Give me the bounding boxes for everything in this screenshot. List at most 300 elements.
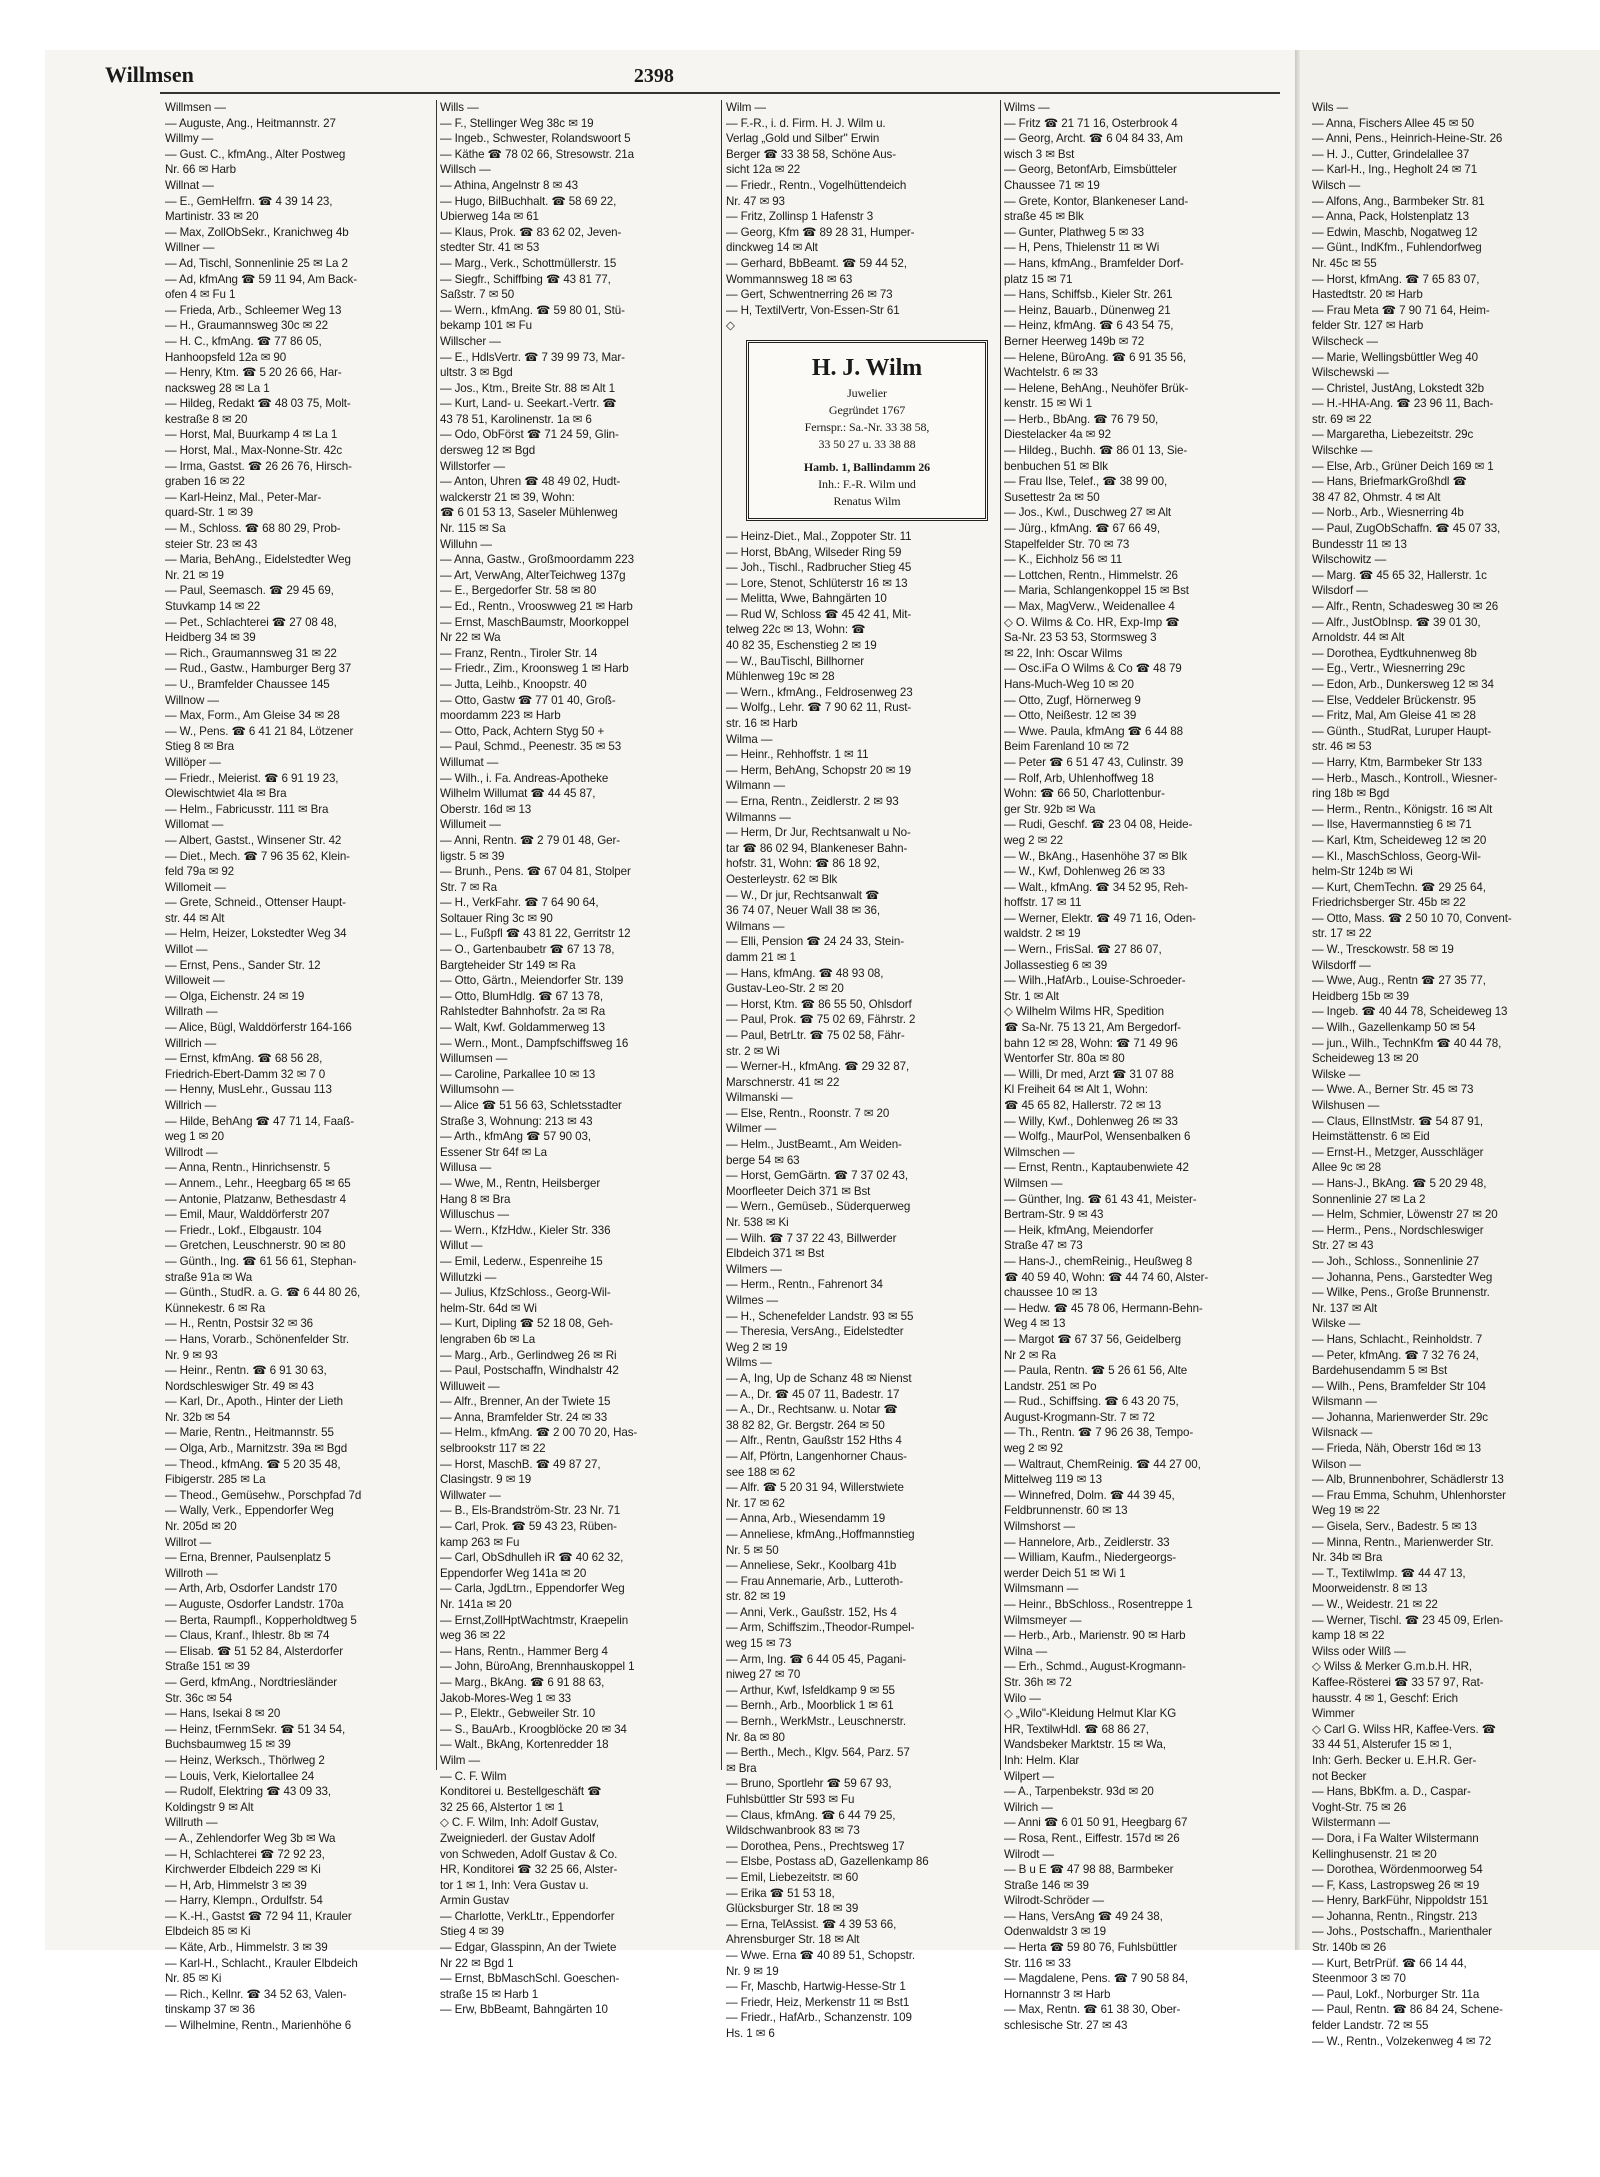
directory-entry: — Anna, Gastw., Großmoordamm 223 <box>440 553 634 567</box>
surname-heading: Wilrich — <box>1004 1800 1053 1814</box>
directory-entry: Str. 116 ✉ 33 <box>1004 1956 1071 1970</box>
directory-entry: Friedrichsberger Str. 45b ✉ 22 <box>1312 896 1466 910</box>
directory-entry: — Käthe ☎ 78 02 66, Stresowstr. 21a <box>440 147 634 161</box>
directory-entry: — Wilh., i. Fa. Andreas-Apotheke <box>440 771 609 785</box>
directory-entry: 43 78 51, Karolinenstr. 1a ✉ 6 <box>440 412 592 426</box>
directory-entry: Wilhelm Willumat ☎ 44 45 87, <box>440 787 596 801</box>
surname-heading: Wilma — <box>726 732 773 746</box>
directory-entry: — Jos., Kwl., Duschweg 27 ✉ Alt <box>1004 506 1172 520</box>
directory-entry: — H., Graumannsweg 30c ✉ 22 <box>165 319 328 333</box>
directory-entry: moordamm 223 ✉ Harb <box>440 709 561 723</box>
directory-entry: — H., Schenefelder Landstr. 93 ✉ 55 <box>726 1309 914 1323</box>
directory-entry: tinskamp 37 ✉ 36 <box>165 2003 255 2017</box>
directory-entry: Jakob-Mores-Weg 1 ✉ 33 <box>440 1691 572 1705</box>
directory-entry: — Otto, Gärtn., Meiendorfer Str. 139 <box>440 974 624 988</box>
directory-entry: — Carl, Prok. ☎ 59 43 23, Rüben- <box>440 1520 617 1534</box>
directory-entry: Clasingstr. 9 ✉ 19 <box>440 1473 532 1487</box>
surname-heading: Wilsch — <box>1312 178 1361 192</box>
directory-entry: — O., Gartenbaubetr ☎ 67 13 78, <box>440 943 615 957</box>
directory-entry: — Wilh.,HafArb., Louise-Schroeder- <box>1004 974 1186 988</box>
directory-entry: — W., Rentn., Volzekenweg 4 ✉ 72 <box>1312 2034 1492 2048</box>
directory-entry: — Alice, Bügl, Walddörferstr 164-166 <box>165 1021 352 1035</box>
directory-entry: — Else, Rentn., Roonstr. 7 ✉ 20 <box>726 1106 890 1120</box>
directory-entry: — Karl-Heinz, Mal., Peter-Mar- <box>165 490 322 504</box>
column-divider <box>436 100 437 1770</box>
directory-entry: niweg 27 ✉ 70 <box>726 1668 801 1682</box>
directory-entry: — Paul, BetrLtr. ☎ 75 02 58, Fähr- <box>726 1028 905 1042</box>
directory-entry: — T., TextilwImp. ☎ 44 47 13, <box>1312 1566 1466 1580</box>
directory-entry: — Ernst-H., Metzger, Ausschläger <box>1312 1145 1484 1159</box>
directory-entry: — Johanna, Pens., Garstedter Weg <box>1312 1270 1493 1284</box>
directory-entry: Mittelweg 119 ✉ 13 <box>1004 1473 1102 1487</box>
directory-entry: nacksweg 28 ✉ La 1 <box>165 381 270 395</box>
directory-column-2 <box>440 100 715 2017</box>
directory-entry: Essener Str 64f ✉ La <box>440 1145 547 1159</box>
directory-column-5-next-page <box>1312 100 1580 2048</box>
directory-entry: dinckweg 14 ✉ Alt <box>726 241 818 255</box>
directory-entry: hofstr. 31, Wohn: ☎ 86 18 92, <box>726 857 880 871</box>
directory-column-1 <box>165 100 430 2033</box>
surname-heading: Willnow — <box>165 693 219 707</box>
directory-entry: — Herb., Masch., Kontroll., Wiesner- <box>1312 771 1498 785</box>
directory-entry: — Herm., Rentn., Königstr. 16 ✉ Alt <box>1312 802 1493 816</box>
directory-entry: str. 82 ✉ 19 <box>726 1590 786 1604</box>
directory-entry: Wildschwanbrook 83 ✉ 73 <box>726 1824 860 1838</box>
directory-entry: — H, Schlachterei ☎ 72 92 23, <box>165 1847 325 1861</box>
directory-entry: — Rud., Schiffsing. ☎ 6 43 20 75, <box>1004 1395 1179 1409</box>
directory-entry: — Claus, kfmAng. ☎ 6 44 79 25, <box>726 1808 896 1822</box>
directory-entry: — Paul, Seemasch. ☎ 29 45 69, <box>165 584 334 598</box>
directory-entry: — Marie, Rentn., Heitmannstr. 55 <box>165 1426 334 1440</box>
directory-entry: von Schweden, Adolf Gustav & Co. <box>440 1847 618 1861</box>
directory-entry: — Johanna, Marienwerder Str. 29c <box>1312 1410 1488 1424</box>
directory-entry: — Wilh., Pens, Bramfelder Str 104 <box>1312 1379 1486 1393</box>
directory-entry: — Olga, Eichenstr. 24 ✉ 19 <box>165 989 305 1003</box>
directory-entry: August-Krogmann-Str. 7 ✉ 72 <box>1004 1410 1155 1424</box>
directory-entry: Wentorfer Str. 80a ✉ 80 <box>1004 1052 1125 1066</box>
directory-entry: — Frau Meta ☎ 7 90 71 64, Heim- <box>1312 303 1490 317</box>
surname-heading: Wilna — <box>1004 1644 1048 1658</box>
directory-entry: — Fritz ☎ 21 71 16, Osterbrook 4 <box>1004 116 1178 130</box>
directory-entry: str. 16 ✉ Harb <box>726 717 798 731</box>
directory-entry: — Friedr, Heiz, Merkenstr 11 ✉ Bst1 <box>726 1995 910 2009</box>
directory-entry: Fibigerstr. 285 ✉ La <box>165 1473 266 1487</box>
directory-entry: weg 2 ✉ 22 <box>1004 833 1063 847</box>
directory-entry: Oesterleystr. 62 ✉ Blk <box>726 872 838 886</box>
directory-entry: — Berta, Raumpfl., Kopperholdtweg 5 <box>165 1613 357 1627</box>
directory-entry: — Carla, JgdLtrn., Eppendorfer Weg <box>440 1582 625 1596</box>
surname-heading: Willner — <box>165 241 215 255</box>
surname-heading: Willot — <box>165 943 208 957</box>
directory-entry: Str. 36h ✉ 72 <box>1004 1675 1072 1689</box>
directory-entry: ◇ Wilss & Merker G.m.b.H. HR, <box>1312 1660 1472 1674</box>
directory-entry: — Friedr., HafArb., Schanzenstr. 109 <box>726 2011 912 2025</box>
directory-entry: — Willy, Kwf., Dohlenweg 26 ✉ 33 <box>1004 1114 1178 1128</box>
directory-entry: — Theod., kfmAng. ☎ 5 20 35 48, <box>165 1457 341 1471</box>
surname-heading: Wilss oder Wilß — <box>1312 1644 1406 1658</box>
directory-entry: — Emil, Liebezeitstr. ✉ 60 <box>726 1870 859 1884</box>
directory-entry: — Anneliese, kfmAng.,Hoffmannstieg <box>726 1527 915 1541</box>
directory-entry: — Herb., BbAng. ☎ 76 79 50, <box>1004 412 1159 426</box>
directory-entry: — A., Dr. ☎ 45 07 11, Badestr. 17 <box>726 1387 900 1401</box>
directory-entry: Feldbrunnenstr. 60 ✉ 13 <box>1004 1504 1128 1518</box>
directory-entry: HR, TextilwHdl. ☎ 68 86 27, <box>1004 1722 1149 1736</box>
directory-entry: — U., Bramfelder Chaussee 145 <box>165 677 330 691</box>
directory-entry: Heidberg 34 ✉ 39 <box>165 631 256 645</box>
directory-entry: — Georg, Kfm ☎ 89 28 31, Humper- <box>726 225 915 239</box>
directory-entry: kamp 263 ✉ Fu <box>440 1535 520 1549</box>
directory-entry: — Heinr., BbSchloss., Rosentreppe 1 <box>1004 1598 1193 1611</box>
directory-entry: — Margot ☎ 67 37 56, Geidelberg <box>1004 1332 1181 1346</box>
directory-entry: — Herm., Rentn., Fahrenort 34 <box>726 1278 883 1292</box>
directory-entry: ☎ 6 01 53 13, Saseler Mühlenweg <box>440 506 618 520</box>
directory-entry: — Melitta, Wwe, Bahngärten 10 <box>726 592 887 606</box>
directory-entry: Kirchwerder Elbdeich 229 ✉ Ki <box>165 1863 321 1877</box>
directory-entry: — Horst, GemGärtn. ☎ 7 37 02 43, <box>726 1169 909 1183</box>
directory-entry: Nr. 9 ✉ 19 <box>726 1964 779 1978</box>
surname-heading: Willumeit — <box>440 818 501 832</box>
directory-entry: Str. 27 ✉ 43 <box>1312 1239 1374 1253</box>
directory-entry: — Herm., Pens., Nordschleswiger <box>1312 1223 1484 1237</box>
directory-entry: kenstr. 15 ✉ Wi 1 <box>1004 397 1092 411</box>
directory-entry: str. 44 ✉ Alt <box>165 911 225 925</box>
surname-heading: Wilscheck — <box>1312 334 1378 348</box>
directory-entry: ◇ O. Wilms & Co. HR, Exp-Imp ☎ <box>1004 615 1180 629</box>
directory-entry: Moorfleeter Deich 371 ✉ Bst <box>726 1184 871 1198</box>
directory-entry: Oberstr. 16d ✉ 13 <box>440 802 532 816</box>
directory-entry: — Marie, Wellingsbüttler Weg 40 <box>1312 350 1478 364</box>
directory-entry: Hang 8 ✉ Bra <box>440 1192 511 1206</box>
surname-heading: Willmy — <box>165 132 214 146</box>
surname-heading: Willscher — <box>440 334 501 348</box>
directory-entry: — Max, ZollObSekr., Kranichweg 4b <box>165 225 349 239</box>
directory-entry: — Ernst, Pens., Sander Str. 12 <box>165 958 321 972</box>
directory-entry: — Diet., Mech. ☎ 7 96 35 62, Klein- <box>165 849 350 863</box>
directory-entry: ultstr. 3 ✉ Bgd <box>440 366 513 380</box>
directory-entry: ◇ Wilhelm Wilms HR, Spedition <box>1004 1005 1164 1019</box>
surname-heading: Wilmans — <box>726 919 785 933</box>
directory-entry: — Hans, BriefmarkGroßhdl ☎ <box>1312 475 1467 489</box>
directory-entry: — Wern., Mont., Dampfschiffsweg 16 <box>440 1036 629 1050</box>
directory-entry: — Ernst,ZollHptWachtmstr, Kraepelin <box>440 1613 629 1627</box>
directory-entry: str. 17 ✉ 22 <box>1312 927 1372 941</box>
directory-entry: — Alfr., JustObInsp. ☎ 39 01 30, <box>1312 615 1481 629</box>
directory-entry: — Helm, Heizer, Lokstedter Weg 34 <box>165 927 347 941</box>
directory-entry: Berger ☎ 33 38 58, Schöne Aus- <box>726 147 896 161</box>
directory-entry: — Ernst, MaschBaumstr, Moorkoppel <box>440 615 629 629</box>
directory-entry: — W., BauTischl, Billhorner <box>726 654 864 668</box>
directory-entry: — Hildeg., Buchh. ☎ 86 01 13, Sie- <box>1004 444 1188 458</box>
directory-entry: Hans-Much-Weg 10 ✉ 20 <box>1004 677 1134 691</box>
directory-entry: — Wilh. ☎ 7 37 22 43, Billwerder <box>726 1231 897 1245</box>
directory-entry: — Elli, Pension ☎ 24 24 33, Stein- <box>726 935 904 949</box>
surname-heading: Willrath — <box>165 1005 218 1019</box>
directory-entry: — Gerd, kfmAng., Nordtriesländer <box>165 1675 338 1689</box>
column-divider <box>721 100 722 1770</box>
directory-entry: — Wilhelmine, Rentn., Marienhöhe 6 <box>165 2019 352 2033</box>
surname-heading: Willoweit — <box>165 974 225 988</box>
directory-entry: — Gert, Schwentnerring 26 ✉ 73 <box>726 288 893 302</box>
directory-entry: — Helm., JustBeamt., Am Weiden- <box>726 1138 902 1152</box>
directory-entry: — Rich., Graumannsweg 31 ✉ 22 <box>165 646 337 660</box>
directory-entry: — Karl-H., Schlacht., Krauler Elbdeich <box>165 1956 358 1970</box>
surname-heading: Wilrodt-Schröder — <box>1004 1894 1104 1908</box>
surname-heading: Willumsen — <box>440 1052 508 1066</box>
directory-entry: weg 1 ✉ 20 <box>165 1130 224 1144</box>
directory-entry: — Anna, Arb., Wiesendamm 19 <box>726 1512 886 1526</box>
directory-entry: — Wolfg., MaurPol, Wensenbalken 6 <box>1004 1130 1191 1144</box>
directory-entry: Str. 1 ✉ Alt <box>1004 989 1059 1003</box>
directory-entry: — Walt, Kwf. Goldammerweg 13 <box>440 1021 605 1035</box>
surname-heading: Willrich — <box>165 1099 217 1112</box>
directory-entry: — Käte, Arb., Himmelstr. 3 ✉ 39 <box>165 1941 328 1955</box>
directory-entry: — Frau Ilse, Telef., ☎ 38 99 00, <box>1004 475 1168 489</box>
directory-entry: — Frau Emma, Schuhm, Uhlenhorster <box>1312 1488 1506 1502</box>
surname-heading: Willuweit — <box>440 1379 500 1393</box>
directory-entry: Fuhlsbüttler Str 593 ✉ Fu <box>726 1793 855 1806</box>
directory-entry: — Arth., kfmAng ☎ 57 90 03, <box>440 1130 591 1144</box>
directory-entry: Ahrensburger Str. 18 ✉ Alt <box>726 1933 860 1947</box>
directory-entry: — Johanna, Rentn., Ringstr. 213 <box>1312 1909 1478 1923</box>
directory-entry: Steenmoor 3 ✉ 70 <box>1312 1972 1406 1986</box>
directory-entry: — Walt., BkAng, Kortenredder 18 <box>440 1738 609 1752</box>
directory-entry: — Osc.iFa O Wilms & Co ☎ 48 79 <box>1004 662 1182 676</box>
directory-entry: — Maria, Schlangenkoppel 15 ✉ Bst <box>1004 584 1189 598</box>
directory-entry: Mühlenweg 19c ✉ 28 <box>726 670 835 684</box>
directory-entry: — L., Fußpfl ☎ 43 81 22, Gerritstr 12 <box>440 927 631 941</box>
directory-entry: — Kurt, Land- u. Seekart.-Vertr. ☎ <box>440 397 617 411</box>
directory-entry: — Werner-H., kfmAng. ☎ 29 32 87, <box>726 1060 910 1074</box>
directory-entry: — Wwe. Erna ☎ 40 89 51, Schopstr. <box>726 1948 915 1962</box>
directory-entry: Scheideweg 13 ✉ 20 <box>1312 1052 1419 1066</box>
directory-entry: — Heinz, kfmAng. ☎ 6 43 54 75, <box>1004 319 1174 333</box>
directory-entry: — Hans-J., BkAng. ☎ 5 20 29 48, <box>1312 1176 1487 1190</box>
column-3-top-entries <box>726 100 996 334</box>
directory-entry: — Anna, Rentn., Hinrichsenstr. 5 <box>165 1161 330 1175</box>
directory-entry: — Gisela, Serv., Badestr. 5 ✉ 13 <box>1312 1520 1477 1534</box>
directory-entry: ger Str. 92b ✉ Wa <box>1004 802 1096 816</box>
directory-entry: — Johs., Postschaffn., Marienthaler <box>1312 1925 1492 1939</box>
directory-entry: — Klaus, Prok. ☎ 83 62 02, Jeven- <box>440 225 622 239</box>
directory-entry: Wommannsweg 18 ✉ 63 <box>726 272 853 286</box>
directory-entry: Nr. 8a ✉ 80 <box>726 1730 785 1744</box>
directory-entry: — Max, Rentn. ☎ 61 38 30, Ober- <box>1004 2003 1181 2017</box>
directory-entry: Nr. 45c ✉ 55 <box>1312 256 1377 270</box>
directory-entry: Nr. 85 ✉ Ki <box>165 1972 222 1986</box>
directory-entry: — Otto, Zugf, Hörnerweg 9 <box>1004 693 1141 707</box>
directory-entry: ring 18b ✉ Bgd <box>1312 787 1390 801</box>
directory-entry: — Brunh., Pens. ☎ 67 04 81, Stolper <box>440 865 631 879</box>
directory-entry: — Wwe, M., Rentn, Heilsberger <box>440 1176 601 1190</box>
directory-entry: — Herb., Arb., Marienstr. 90 ✉ Harb <box>1004 1629 1186 1643</box>
directory-entry: felder Str. 127 ✉ Harb <box>1312 319 1424 333</box>
directory-entry: selbrookstr 117 ✉ 22 <box>440 1442 546 1456</box>
directory-entry: Koldingstr 9 ✉ Alt <box>165 1800 254 1814</box>
surname-heading: Willwater — <box>440 1488 501 1502</box>
directory-entry: — Otto, BlumHdlg. ☎ 67 13 78, <box>440 989 603 1003</box>
directory-entry: — Friedr., Zim., Kroonsweg 1 ✉ Harb <box>440 662 629 676</box>
directory-entry: — Karl, Dr., Apoth., Hinter der Lieth <box>165 1395 344 1409</box>
directory-entry: Zweigniederl. der Gustav Adolf <box>440 1831 595 1845</box>
directory-entry: — Helm, Schmier, Löwenstr 27 ✉ 20 <box>1312 1208 1498 1222</box>
directory-entry: Elbdeich 85 ✉ Ki <box>165 1925 251 1939</box>
directory-entry: Stieg 8 ✉ Bra <box>165 740 234 754</box>
directory-entry: — Paul, Prok. ☎ 75 02 69, Fährstr. 2 <box>726 1013 916 1027</box>
column-divider <box>1000 100 1001 1770</box>
directory-entry: Heidberg 15b ✉ 39 <box>1312 989 1409 1003</box>
directory-entry: — Lore, Stenot, Schlüterstr 16 ✉ 13 <box>726 576 908 590</box>
directory-entry: — Otto, Pack, Achtern Styg 50 + <box>440 724 605 738</box>
directory-entry: — Theod., Gemüsehw., Porschpfad 7d <box>165 1488 362 1502</box>
directory-entry: Weg 2 ✉ 19 <box>726 1340 788 1354</box>
directory-entry: Marschnerstr. 41 ✉ 22 <box>726 1075 840 1089</box>
directory-entry: — Wally, Verk., Eppendorfer Weg <box>165 1504 334 1518</box>
directory-entry: — Grete, Kontor, Blankeneser Land- <box>1004 194 1189 208</box>
directory-entry: Hs. 1 ✉ 6 <box>726 2026 775 2040</box>
directory-entry: — Minna, Rentn., Marienwerder Str. <box>1312 1535 1494 1549</box>
directory-entry: Nr. 21 ✉ 19 <box>165 568 224 582</box>
directory-entry: lengraben 6b ✉ La <box>440 1332 536 1346</box>
directory-entry: — H, Pens, Thielenstr 11 ✉ Wi <box>1004 241 1160 255</box>
directory-entry: weg 36 ✉ 22 <box>440 1629 506 1643</box>
directory-entry: str. 2 ✉ Wi <box>726 1044 780 1058</box>
header-rule <box>160 92 1280 94</box>
directory-entry: — Antonie, Platzanw, Bethesdastr 4 <box>165 1192 346 1206</box>
ad-owner-2: Renatus Wilm <box>833 493 901 508</box>
directory-entry: Allee 9c ✉ 28 <box>1312 1161 1381 1175</box>
directory-entry: — Helene, BüroAng. ☎ 6 91 35 56, <box>1004 350 1187 364</box>
directory-entry: Nr 22 ✉ Wa <box>440 631 501 645</box>
directory-entry: waldstr. 2 ✉ 19 <box>1004 927 1081 941</box>
directory-entry: — W., Tresckowstr. 58 ✉ 19 <box>1312 943 1454 957</box>
surname-heading: Willnat — <box>165 178 214 192</box>
directory-entry: — H.-HHA-Ang. ☎ 23 96 11, Bach- <box>1312 397 1494 411</box>
directory-entry: — Jürg., kfmAng. ☎ 67 66 49, <box>1004 522 1160 536</box>
directory-entry: — A., Tarpenbekstr. 93d ✉ 20 <box>1004 1785 1154 1799</box>
directory-entry: — Arm, Ing. ☎ 6 44 05 45, Pagani- <box>726 1652 906 1666</box>
directory-entry: dersweg 12 ✉ Bgd <box>440 444 536 458</box>
surname-heading: Wilm — <box>440 1753 480 1767</box>
directory-entry: — W., BkAng., Hasenhöhe 37 ✉ Blk <box>1004 849 1188 863</box>
directory-entry: — Margaretha, Liebezeitstr. 29c <box>1312 428 1474 442</box>
directory-entry: — Annem., Lehr., Heegbarg 65 ✉ 65 <box>165 1176 351 1190</box>
surname-heading: Willrot — <box>165 1535 212 1549</box>
directory-entry: — Otto, Mass. ☎ 2 50 10 70, Convent- <box>1312 911 1512 925</box>
directory-entry: Arnoldstr. 44 ✉ Alt <box>1312 631 1405 645</box>
surname-heading: Wills — <box>440 101 479 114</box>
directory-entry: Straße 3, Wohnung: 213 ✉ 43 <box>440 1114 593 1128</box>
surname-heading: Wilmanns — <box>726 810 791 824</box>
directory-entry: — Alice ☎ 51 56 63, Schletsstadter <box>440 1099 622 1112</box>
directory-entry: — Werner, Elektr. ☎ 49 71 16, Oden- <box>1004 911 1196 925</box>
directory-entry: Moorweidenstr. 8 ✉ 13 <box>1312 1582 1428 1596</box>
surname-heading: Wilsdorf — <box>1312 584 1368 598</box>
directory-entry: — Friedr., Meierist. ☎ 6 91 19 23, <box>165 771 339 785</box>
directory-entry: quard-Str. 1 ✉ 39 <box>165 506 253 520</box>
directory-entry: — Hans, Vorarb., Schönenfelder Str. <box>165 1332 350 1346</box>
directory-entry: Bargteheider Str 149 ✉ Ra <box>440 958 576 972</box>
directory-entry: — Athina, Angelnstr 8 ✉ 43 <box>440 178 578 192</box>
directory-entry: — Heinz, Bauarb., Dünenweg 21 <box>1004 303 1171 317</box>
directory-entry: — Ilse, Havermannstieg 6 ✉ 71 <box>1312 818 1472 832</box>
directory-entry: Martinistr. 33 ✉ 20 <box>165 210 259 224</box>
directory-entry: Saßstr. 7 ✉ 50 <box>440 288 515 302</box>
surname-heading: Willumat — <box>440 755 499 769</box>
directory-entry: walckerstr 21 ✉ 39, Wohn: <box>440 490 575 504</box>
directory-entry: 32 25 66, Alstertor 1 ✉ 1 <box>440 1800 564 1814</box>
directory-entry: — A., Dr., Rechtsanw. u. Notar ☎ <box>726 1403 898 1417</box>
directory-entry: Bertram-Str. 9 ✉ 43 <box>1004 1208 1104 1222</box>
directory-entry: Nr. 9 ✉ 93 <box>165 1348 218 1362</box>
directory-entry: — F, Kass, Lastropsweg 26 ✉ 19 <box>1312 1878 1480 1892</box>
directory-entry: Diestelacker 4a ✉ 92 <box>1004 428 1111 442</box>
directory-entry: — B u E ☎ 47 98 88, Barmbeker <box>1004 1863 1174 1877</box>
directory-entry: — Rolf, Arb, Uhlenhoffweg 18 <box>1004 771 1154 785</box>
directory-entry: ☎ 40 59 40, Wohn: ☎ 44 74 60, Alster- <box>1004 1270 1209 1284</box>
directory-entry: — Ernst, kfmAng. ☎ 68 56 28, <box>165 1052 323 1066</box>
directory-entry: — Heik, kfmAng, Meiendorfer <box>1004 1223 1154 1237</box>
directory-entry: Rahlstedter Bahnhofstr. 2a ✉ Ra <box>440 1005 606 1019</box>
directory-entry: — Theresia, VersAng., Eidelstedter <box>726 1325 904 1339</box>
surname-heading: Wilschke — <box>1312 444 1373 458</box>
directory-entry: weg 2 ✉ 92 <box>1004 1442 1063 1456</box>
directory-entry: — Bernh., Arb., Moorblick 1 ✉ 61 <box>726 1699 894 1713</box>
surname-heading: Wils — <box>1312 101 1349 114</box>
directory-entry: 38 47 82, Ohmstr. 4 ✉ Alt <box>1312 490 1441 504</box>
jeweler-advertisement <box>746 340 988 521</box>
directory-entry: Sonnenlinie 27 ✉ La 2 <box>1312 1192 1426 1206</box>
directory-entry: straße 45 ✉ Blk <box>1004 210 1084 224</box>
surname-heading: Wilmers — <box>726 1262 782 1276</box>
directory-entry: Nr. 34b ✉ Bra <box>1312 1551 1383 1565</box>
directory-entry: — Ingeb. ☎ 40 44 78, Scheideweg 13 <box>1312 1005 1508 1019</box>
directory-entry: Elbdeich 371 ✉ Bst <box>726 1247 825 1261</box>
directory-entry: — Joh., Schloss., Sonnenlinie 27 <box>1312 1254 1479 1268</box>
directory-entry: — Julius, KfzSchloss., Georg-Wil- <box>440 1286 611 1300</box>
directory-entry: — Hans, kfmAng., Bramfelder Dorf- <box>1004 256 1184 270</box>
directory-entry: — Ernst, Rentn., Kaptaubenwiete 42 <box>1004 1161 1189 1175</box>
surname-heading: Wilske — <box>1312 1067 1361 1081</box>
directory-entry: — Edon, Arb., Dunkersweg 12 ✉ 34 <box>1312 677 1494 691</box>
directory-entry: — Dorothea, Eydtkuhnenweg 8b <box>1312 646 1477 660</box>
directory-entry: — Lottchen, Rentn., Himmelstr. 26 <box>1004 568 1178 582</box>
directory-entry: — Walt., kfmAng. ☎ 34 52 95, Reh- <box>1004 880 1189 894</box>
directory-entry: — Auguste, Ang., Heitmannstr. 27 <box>165 116 336 130</box>
surname-heading: Wilo — <box>1004 1691 1041 1705</box>
directory-entry: Hornannstr 3 ✉ Harb <box>1004 1987 1111 2001</box>
ad-line-profession: Juwelier <box>847 385 887 400</box>
directory-entry: — Horst, kfmAng. ☎ 7 65 83 07, <box>1312 272 1480 286</box>
surname-heading: Willöper — <box>165 755 221 769</box>
directory-entry: — Grete, Schneid., Ottenser Haupt- <box>165 896 346 910</box>
directory-entry: ◇ Carl G. Wilss HR, Kaffee-Vers. ☎ <box>1312 1722 1497 1736</box>
surname-heading: Wilmsmeyer — <box>1004 1613 1082 1627</box>
directory-entry: — W., Pens. ☎ 6 41 21 84, Lötzener <box>165 724 354 738</box>
surname-heading: Wilmsen — <box>1004 1176 1063 1190</box>
directory-entry: Stapelfelder Str. 70 ✉ 73 <box>1004 537 1130 551</box>
directory-entry: — Henry, BarkFühr, Nippoldstr 151 <box>1312 1894 1489 1908</box>
directory-entry: — Heinz, Werksch., Thörlweg 2 <box>165 1753 325 1767</box>
directory-entry: — Hans-J., chemReinig., Heußweg 8 <box>1004 1254 1193 1268</box>
surname-heading: Wilmes — <box>726 1294 779 1307</box>
directory-entry: — Hannelore, Arb., Zeidlerstr. 33 <box>1004 1535 1170 1549</box>
surname-heading: Wilmanski — <box>726 1091 793 1105</box>
directory-entry: — Rudi, Geschf. ☎ 23 04 08, Heide- <box>1004 818 1193 832</box>
directory-entry: — W., Kwf, Dohlenweg 26 ✉ 33 <box>1004 865 1165 879</box>
directory-entry: — Henry, Ktm. ☎ 5 20 26 66, Har- <box>165 366 342 380</box>
directory-entry: hausstr. 4 ✉ 1, Geschf: Erich <box>1312 1691 1459 1705</box>
directory-entry: not Becker <box>1312 1769 1367 1783</box>
